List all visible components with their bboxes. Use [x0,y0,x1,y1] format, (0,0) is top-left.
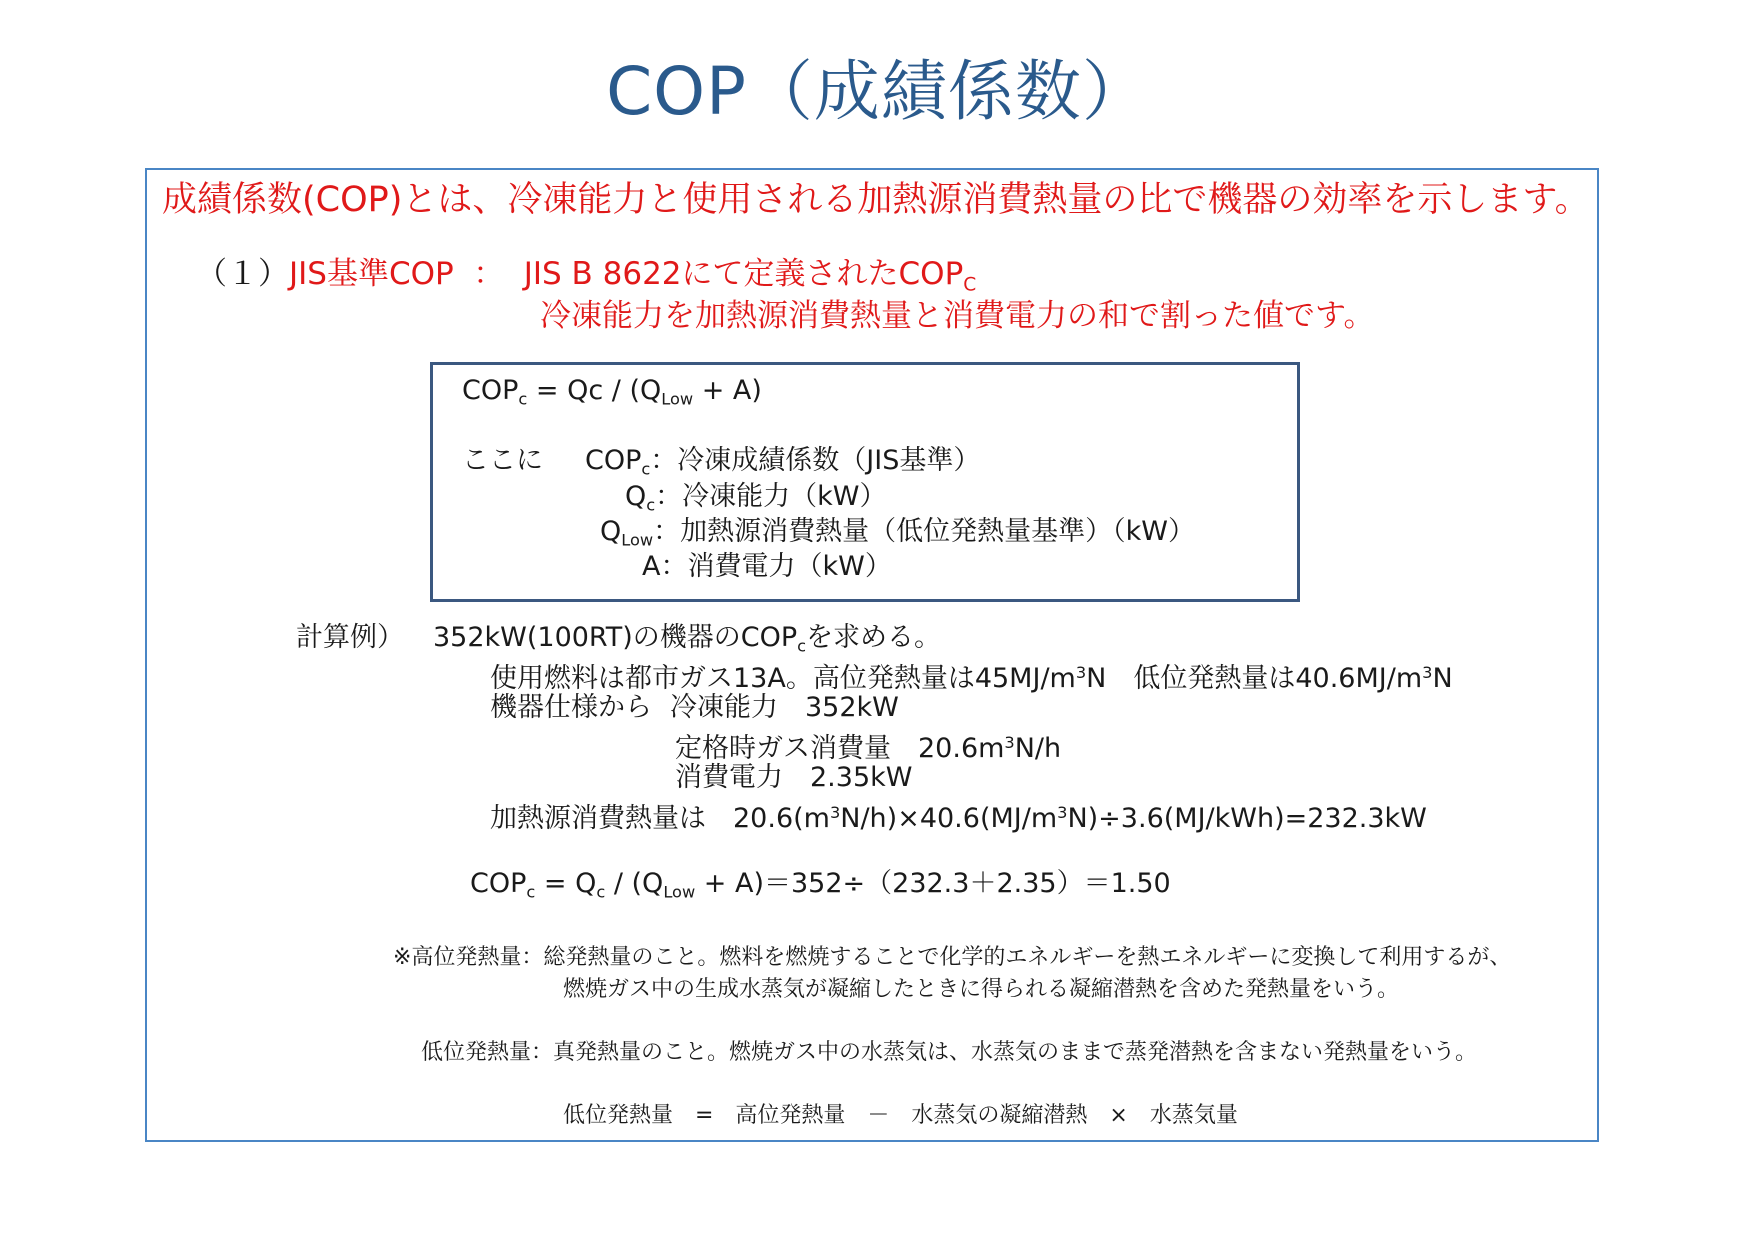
spec-label: 機器仕様から [490,692,652,723]
result-cop-sub: c [526,882,536,902]
cop-formula [462,373,762,418]
result-slash: / (Q [605,868,664,899]
jis-number: （１） [196,256,289,292]
def-symbol-sub: Low [621,530,654,550]
def-symbol: COP [585,445,642,476]
note-low-heating-value: 低位発熱量：真発熱量のこと。燃焼ガス中の水蒸気は、水蒸気のままで蒸発潜熱を含まない発熱量をいう。 [421,1040,1478,1065]
formula-q-sub: Low [661,389,694,409]
heat-sup-2: 3 [1057,803,1068,822]
example-line1-text: 352kW(100RT)の機器のCOP [433,622,798,653]
fuel-sup-2: 3 [1422,663,1433,682]
result-eq: = Q [535,868,597,899]
result-rest: + A)＝352÷（232.3＋2.35）＝1.50 [695,868,1171,899]
page-title: COP（成績係数） [606,53,1149,130]
intro-text: 成績係数(COP)とは、冷凍能力と使用される加熱源消費熱量の比で機器の効率を示します。 [162,180,1590,220]
note-high-heating-value: ※高位発熱量：総発熱量のこと。燃料を燃焼することで化学的エネルギーを熱エネルギーに変換して利用するが、 [393,945,1512,970]
fuel-text-c: N [1432,662,1453,694]
heat-text-b: N/h)×40.6(MJ/m [840,802,1058,834]
heat-calc [490,795,1427,837]
example-label: 計算例） [296,622,404,653]
def-row-a [642,549,892,585]
heat-sup: 3 [829,803,841,822]
heat-text-c: N)÷3.6(MJ/kWh)=232.3kW [1067,802,1427,834]
def-description: ：加熱源消費熱量（低位発熱量基準）（kW） [653,516,1195,547]
def-description: ：冷凍能力（kW） [655,481,887,512]
spec-cooling: 冷凍能力 352kW [670,692,899,723]
where-label: ここに [462,445,543,476]
example-line1-end: を求める。 [806,622,942,653]
jis-definition: JIS B 8622にて定義されたCOP [523,256,964,292]
jis-colon: ： [473,256,505,292]
formula-mid: = Qc / (Q [527,375,662,406]
fuel-sup: 3 [1075,663,1087,682]
jis-description: 冷凍能力を加熱源消費熱量と消費電力の和で割った値です。 [540,298,1375,334]
spec-gas-unit: N/h [1014,732,1062,764]
jis-definition-sub: C [963,274,977,296]
def-symbol: A [642,551,661,582]
note-relation: 低位発熱量 = 高位発熱量 － 水蒸気の凝縮潜熱 × 水蒸気量 [563,1103,1238,1128]
result-qc-sub: c [596,882,606,902]
def-symbol: Q [600,516,622,547]
spec-gas-text: 定格時ガス消費量 20.6m [675,732,1005,764]
spec-power: 消費電力 2.35kW [675,762,913,793]
jis-label: JIS基準COP [289,256,454,292]
heat-text: 加熱源消費熱量は 20.6(m [490,802,830,834]
spec-gas-sup: 3 [1004,733,1015,752]
formula-lhs-sub: c [518,389,528,409]
def-symbol: Q [625,481,647,512]
def-symbol-sub: c [646,495,656,515]
note-high-heating-value-cont: 燃焼ガス中の生成水蒸気が凝縮したときに得られる凝縮潜熱を含めた発熱量をいう。 [563,977,1400,1002]
fuel-text-b: N 低位発熱量は40.6MJ/m [1086,662,1423,694]
def-symbol-sub: c [641,459,651,479]
formula-end: + A) [693,375,762,406]
result-cop: COP [470,868,527,899]
fuel-text: 使用燃料は都市ガス13A。高位発熱量は45MJ/m [490,662,1076,694]
def-description: ：冷凍成績係数（JIS基準） [650,445,981,476]
def-description: ：消費電力（kW） [660,551,892,582]
example-line1-sub: c [797,636,807,656]
result-qlow-sub: Low [663,882,696,902]
cop-result [470,866,1171,911]
formula-lhs: COP [462,375,519,406]
